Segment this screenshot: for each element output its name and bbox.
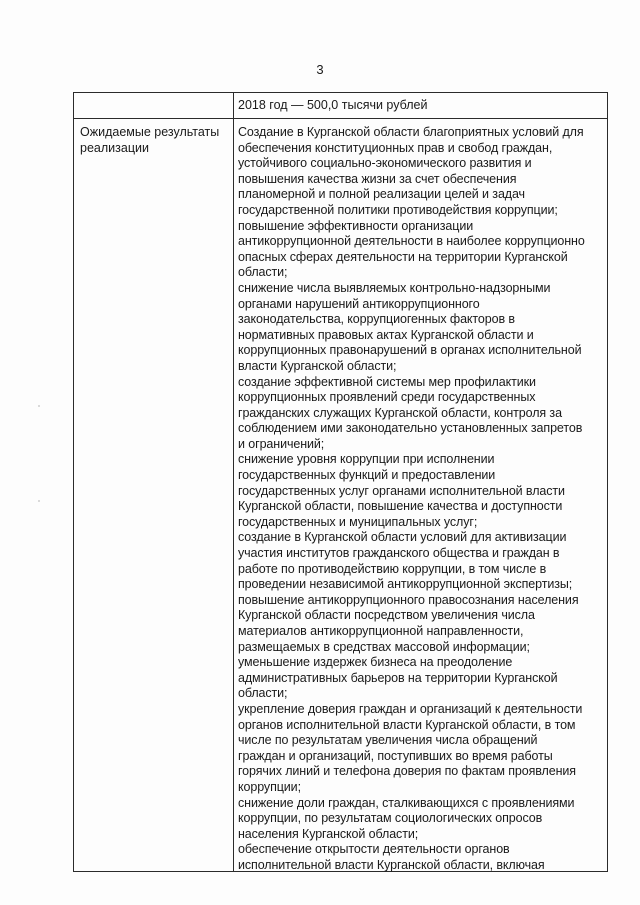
text-line: населения Курганской области; (238, 826, 419, 841)
text-line: государственных функций и предоставлении (238, 468, 496, 483)
text-line: обеспечения конституционных прав и свобод граждан, (238, 140, 553, 155)
scan-speck (38, 500, 40, 502)
text-line: создание в Курганской области условий для активизации (238, 530, 567, 545)
text-line: законодательства, коррупциогенных факторов в (238, 312, 515, 327)
text-line: государственной политики противодействия коррупции; (238, 202, 558, 217)
row-divider (74, 118, 607, 119)
text-line: Курганской области посредством увеличения числа (238, 608, 535, 623)
text-line: работе по противодействию коррупции, в том числе в (238, 561, 547, 576)
text-line: уменьшение издержек бизнеса на преодоление (238, 655, 513, 670)
expected-results-text (238, 125, 606, 874)
text-line: снижение уровня коррупции при исполнении (238, 452, 495, 467)
text-line: граждан и организаций, поступивших во время работы (238, 748, 553, 763)
text-line: коррупционных проявлений среди государственных (238, 390, 536, 405)
passport-table (73, 92, 608, 872)
text-line: области; (238, 265, 288, 280)
text-line: Курганской области, повышение качества и доступности (238, 499, 563, 514)
text-line: числе по результатам увеличения числа обращений (238, 733, 538, 748)
text-line: проведении независимой антикоррупционной экспертизы; (238, 577, 573, 592)
text-line: коррупции; (238, 779, 301, 794)
label-line: Ожидаемые результаты (80, 125, 220, 139)
text-line: повышение антикоррупционного правосознания населения (238, 592, 579, 607)
page-number: 3 (316, 62, 324, 77)
text-line: коррупционных правонарушений в органах исполнительной (238, 343, 582, 358)
text-line: обеспечение открытости деятельности органов (238, 842, 510, 857)
text-line: антикоррупционной деятельности в наиболее коррупционно (238, 234, 585, 249)
text-line: повышения качества жизни за счет обеспечения (238, 171, 517, 186)
label-line: реализации (80, 140, 149, 155)
text-line: органами нарушений антикоррупционного (238, 296, 480, 311)
text-line: создание эффективной системы мер профилактики (238, 374, 536, 389)
text-line: и ограничений; (238, 436, 325, 451)
text-line: материалов антикоррупционной направленности, (238, 624, 524, 638)
text-line: власти Курганской области; (238, 358, 397, 373)
text-line: соблюдением ими законодательно установленных запретов (238, 421, 583, 436)
text-line: коррупции, по результатам социологических опросов (238, 811, 543, 826)
text-line: административных барьеров на территории Курганской (238, 670, 558, 685)
text-line: государственных и муниципальных услуг; (238, 514, 478, 529)
text-line: горячих линий и телефона доверия по фактам проявления (238, 764, 576, 779)
text-line: снижение доли граждан, сталкивающихся с проявлениями (238, 795, 575, 810)
text-line: участия институтов гражданского общества и граждан в (238, 546, 560, 561)
text-line: нормативных правовых актах Курганской области и (238, 327, 534, 342)
scan-speck (38, 405, 40, 407)
text-line: размещаемых в средствах массовой информации; (238, 639, 530, 654)
text-line: органов исполнительной власти Курганской области, в том (238, 717, 576, 732)
funding-cell: 2018 год — 500,0 тысячи рублей (238, 98, 428, 112)
text-line: повышение эффективности организации (238, 218, 474, 233)
text-line: устойчивого социально-экономического развития и (238, 156, 532, 171)
text-line: государственных услуг органами исполнительной власти (238, 483, 565, 498)
expected-results-label (80, 125, 230, 156)
text-line: планомерной и полной реализации целей и задач (238, 187, 525, 202)
text-line: исполнительной власти Курганской области, включая (238, 857, 545, 872)
text-line: укрепление доверия граждан и организаций к деятельности (238, 701, 583, 716)
column-divider (233, 93, 234, 871)
text-line: опасных сферах деятельности на территории Курганской (238, 249, 568, 264)
text-line: области; (238, 686, 288, 701)
text-line: снижение числа выявляемых контрольно-надзорными (238, 280, 551, 295)
text-line: Создание в Курганской области благоприятных условий для (238, 125, 584, 139)
text-line: гражданских служащих Курганской области, контроля за (238, 405, 562, 420)
